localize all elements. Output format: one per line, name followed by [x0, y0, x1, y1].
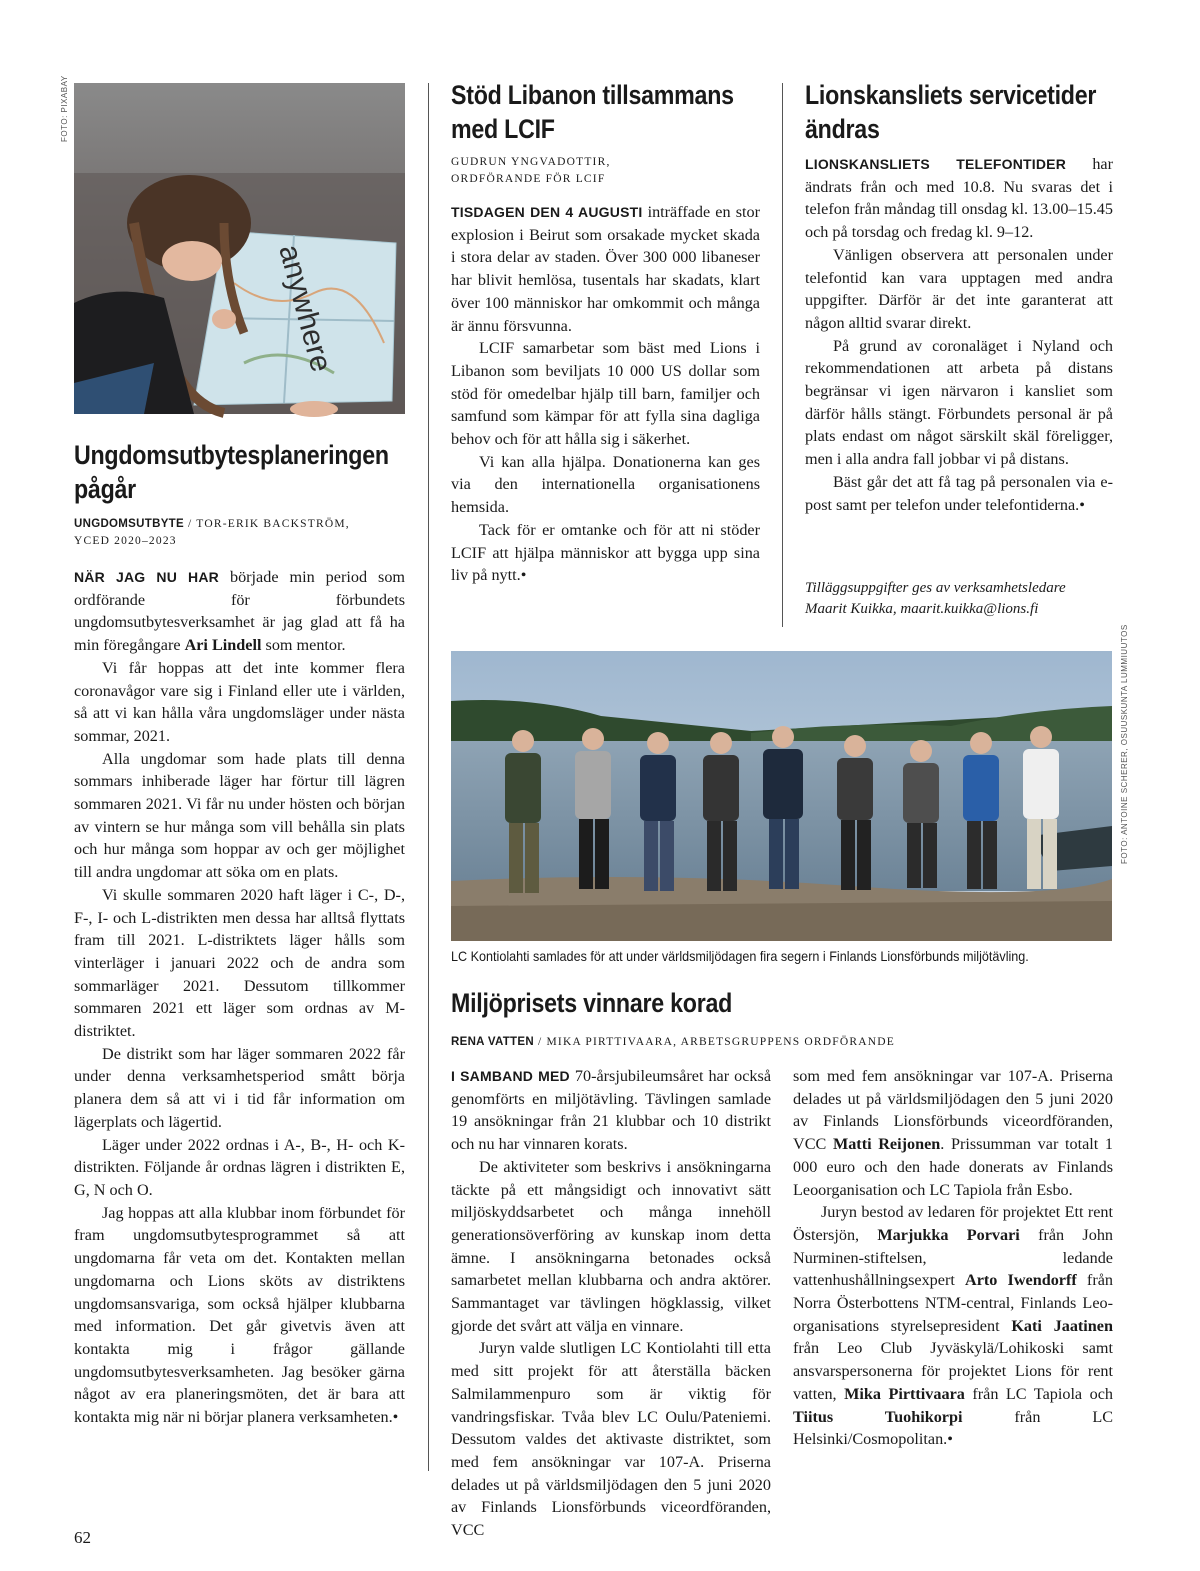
office-body: LIONSKANSLIETS TELEFONTIDER har ändrats från och med 10.8. Nu svaras det i telefon från måndag till onsdag kl. 13.00–15.45 och på torsdag och fredag kl. 9–12. Vänligen observera att personalen under telefontid kan vara upptagen med andra uppgifter. Därför är det inte garanterat att någon alltid svarar direkt. På grund av coronaläget i Nyland och rekommendationen att arbeta på distans begränsar vi igen närvaron i kansliet som därför hålls stängt. Förbundets personal är på plats endast om något särskilt skäl föreligger, men i alla andra fall jobbar vi på distans. Bäst går det att få tag på personalen via e- post samt per telefon under telefontiderna.• [805, 155, 1113, 514]
map-girl-image [74, 83, 405, 414]
map-handwriting: anywhere [272, 241, 338, 376]
map-girl-photo [74, 83, 405, 414]
column-rule-left [428, 83, 429, 1471]
column-rule-right [782, 83, 783, 627]
group-people [505, 726, 1059, 893]
group-photo-credit: FOTO: ANTOINE SCHERER, OSUUSKUNTA LUMMIUUTOS [1120, 624, 1129, 864]
youth-headline: Ungdomsutbytesplaneringen pågår [74, 440, 389, 504]
environment-body-col1: I SAMBAND MED 70-årsjubileumsåret har också genomförts en miljötävling. Tävlingen samlade 19 ansökningar från 21 klubbar och 10 distrikt och nu har vinnaren korats. De aktiviteter som beskrivs i ansökningarna täckte på ett mångsidigt och innovativt sätt miljöskyddsarbetet och många innehöll generationsöverföring av kunskap inom detta ämne. I ansökningarna betonades också samarbetet mellan klubbarna och andra aktörer. Sammantaget var tävlingen högklassig, vilket gjorde det svårt att välja en vinnare. Juryn valde slutligen LC Kontiolahti till etta med sitt projekt för att återställa bäcken Salmilammenpuro som är viktig för vandringsfiskar. Tvåa blev LC Oulu/Pateniemi. Dessutom valdes det aktivaste distriktet, som med fem ansökningar var 107-A. Priserna delades ut på världsmiljödagen den 5 juni 2020 av Finlands Lionsförbunds viceordföranden, VCC [451, 1067, 771, 1540]
office-contact-note: Tilläggsuppgifter ges av verksamhetsledare Maarit Kuikka, maarit.kuikka@lions.fi [805, 580, 1066, 617]
youth-body: NÄR JAG NU HAR började min period som ordförande för förbundets ungdomsutbytesverksamhet är jag glad att få ha min föregångare Ari Lindell som mentor. Vi får hoppas att det inte kommer flera coronavågor vare sig i Finland eller ute i världen, så att vi kan hålla våra ungdomsläger under nästa sommar, 2021. Alla ungdomar som hade plats till denna sommars inhiberade läger har förtur till lägren sommaren 2021. Vi får nu under hösten och början av vintern se hur många som vill behålla sin plats och hur många som hoppar av och ger möjlighet till andra ungdomar att söka om en plats. Vi skulle sommaren 2020 haft läger i C-, D-, F-, I- och L-distrikten men dessa har alltså flyttats fram till 2021. L-distriktets läger hålls som vinterläger i januari 2022 och de andra som sommarläger 2021. Dessutom tillkommer sommaren 2021 ett läger som ordnas av M-distriktet. De distrikt som har läger sommaren 2022 får under denna verksamhetsperiod smått börja planera dem så att vi i tid får information om lägerplats och lägertid. Läger under 2022 ordnas i A-, B-, H- och K-distrikten. Följande år ordnas lägren i distrikten E, G, N och O. Jag hoppas att alla klubbar inom förbundet för fram ungdomsutbytesprogrammet så att ungdomarna får veta om det. Kontakten mellan ungdomarna och Lions sköts av distriktens ungdomsansvariga, som också hjälper klubbarna med information. Det går givetvis även att kontakta mig i frågor gällande ungdomsutbytesverksamheten. Jag besöker gärna något av era planeringsmöten, det är bara att kontakta mig när ni börjar planera verksamheten.• [74, 568, 406, 1427]
lebanon-byline: GUDRUN YNGVADOTTIR, ORDFÖRANDE FÖR LCIF [451, 156, 611, 185]
group-photo-image [451, 651, 1112, 941]
environment-body-col2: som med fem ansökningar var 107-A. Priserna delades ut på världsmiljödagen den 5 juni 2020 av Finlands Lionsförbunds viceordföranden, VCC Matti Reijonen. Prissumman var totalt 1 000 euro och den hade donerats av Finlands Leoorganisation och LC Tapiola från Esbo. Juryn bestod av ledaren för projektet Ett rent Östersjön, Marjukka Porvari från John Nurminen-stiftelsen, ledande vattenhushållningsexpert Arto Iwendorff från Norra Österbottens NTM-central, Finlands Leo-organisations styrelsepresident Kati Jaatinen från Leo Club Jyväskylä/Lohikoski samt ansvarspersonerna för projektet Lions för rent vatten, Mika Pirttivaara från LC Tapiola och Tiitus Tuohikorpi från LC Helsinki/Cosmopolitan.• [793, 1067, 1114, 1449]
youth-byline: UNGDOMSUTBYTE / TOR-ERIK BACKSTRÖM, YCED 2020–2023 [74, 518, 350, 547]
office-headline: Lionskansliets servicetider ändras [805, 80, 1097, 144]
environment-headline: Miljöprisets vinnare korad [451, 988, 733, 1018]
lebanon-body: TISDAGEN DEN 4 AUGUSTI inträffade en stor explosion i Beirut som orsakade mycket skada i stora delar av staden. Över 300 000 libaneser har blivit hemlösa, tusentals har skadats, klart över 100 människor har omkommit och många är ännu försvunna. LCIF samarbetar som bäst med Lions i Libanon som beviljats 10 000 US dollar som stöd för omedelbar hjälp till barn, familjer och samfund som kämpar för att fylla sina dagliga behov och för att hålla sig i säkerhet. Vi kan alla hjälpa. Donationerna kan ges via den internationella organisationens hemsida. Tack för er omtanke och för att ni stöder LCIF att hjälpa människor att bygga upp sina liv på nytt.• [451, 203, 760, 585]
lebanon-headline: Stöd Libanon tillsammans med LCIF [451, 80, 734, 144]
group-photo-caption: LC Kontiolahti samlades för att under världsmiljödagen fira segern i Finlands Lionsförbunds miljötävling. [451, 948, 1029, 964]
environment-byline: RENA VATTEN / MIKA PIRTTIVAARA, ARBETSGRUPPENS ORDFÖRANDE [451, 1036, 895, 1048]
group-photo [451, 651, 1112, 941]
page-number: 62 [74, 1528, 91, 1547]
photo-credit: FOTO: PIXABAY [60, 75, 69, 142]
